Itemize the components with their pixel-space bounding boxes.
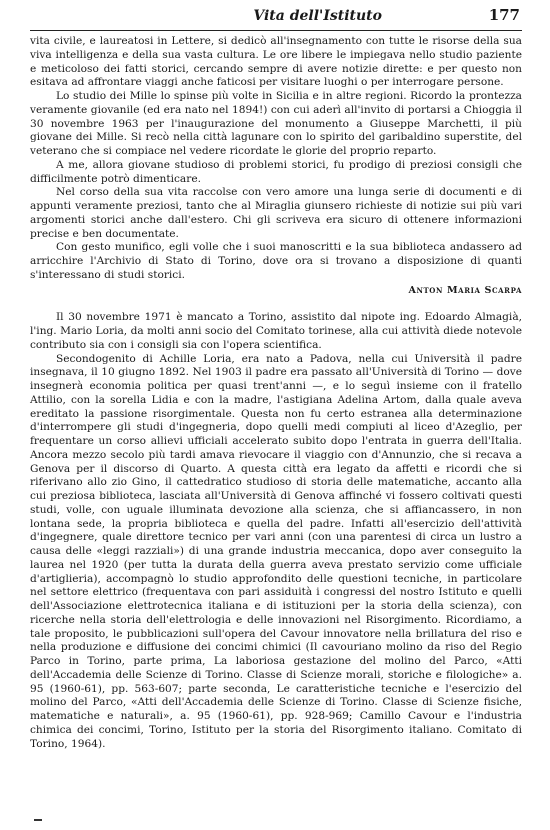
page-number: 177 [488,6,520,24]
paragraph: Nel corso della sua vita raccolse con vero amore una lunga serie di documenti e di appunti veramente preziosi, tanto che al Miraglia giunsero richieste di notizie sui più vari argomenti storici anche dall'estero. Chi gli scriveva era sicuro di ottenere informazioni precise e ben documentate. [30,186,522,240]
paragraph: Con gesto munifico, egli volle che i suoi manoscritti e la sua biblioteca andassero ad arricchire l'Archivio di Stato di Torino, dove ora si trovano a disposizione di quanti s'interessano di studi storici. [30,241,522,281]
running-title: Vita dell'Istituto [253,8,382,24]
document-page [30,8,522,823]
paragraph: Lo studio dei Mille lo spinse più volte in Sicilia e in altre regioni. Ricordo la prontezza veramente giovanile (ed era nato nel 1894!) con cui aderì all'invito di portarsi a Chioggia il 30 novembre 1963 per l'inaugurazione del monumento a Giuseppe Marchetti, il più giovane dei Mille. Si recò nella città lagunare con lo spirito del garibaldino superstite, del veterano che si compiace nel vedere ricordate le glorie del proprio reparto. [30,90,522,157]
running-header [30,8,522,31]
paragraph: A me, allora giovane studioso di problemi storici, fu prodigo di preziosi consigli che difficilmente potrò dimenticare. [30,158,522,185]
paragraph: Il 30 novembre 1971 è mancato a Torino, assistito dal nipote ing. Edoardo Almagià, l'ing. Mario Loria, da molti anni socio del Comitato torinese, alla cui attività diede notevole contributo sia con i consigli sia con l'opera scientifica. [30,311,522,351]
section-gap [30,297,522,311]
article-body [30,35,522,751]
paragraph: vita civile, e laureatosi in Lettere, si dedicò all'insegnamento con tutte le risorse della sua viva intelligenza e della sua vasta cultura. Le ore libere le impiegava nello studio paziente e meticoloso dei fatti storici, cercando sempre di avere notizie dirette: e per questo non esitava ad affrontare viaggi anche faticosi per visitare luoghi o per interrogare persone. [30,35,522,89]
footer-mark [34,819,42,821]
author-signature: Anton Maria Scarpa [408,284,522,296]
paragraph: Secondogenito di Achille Loria, era nato a Padova, nella cui Università il padre insegnava, il 10 giugno 1892. Nel 1903 il padre era passato all'Università di Torino — dove insegnerà economia politica per quasi trent'anni —, e lo seguì insieme con il fratello Attilio, con la sorella Lidia e con la madre, l'astigiana Adelina Artom, dalla quale aveva ereditato la passione risorgimentale. Questa non fu certo estranea alla determinazione d'interrompere gli studi d'ingegneria, dopo quelli medi compiuti al liceo d'Azeglio, per frequentare un corso allievi ufficiali accelerato subito dopo l'entrata in guerra dell'Italia. Ancora mezzo secolo più tardi amava rievocare il viaggio con d'Annunzio, che si recava a Genova per il discorso di Quarto. A questa città era legato da affetti e ricordi che si riferivano allo zio Gino, il cattedratico studioso di storia delle matematiche, accanto alla cui preziosa biblioteca, lasciata all'Università di Genova affinché vi fossero coltivati questi studi, volle, con uguale illuminata devozione alla scienza, che si affiancassero, in non lontana sede, la propria biblioteca e quella del padre. Infatti all'esercizio dell'attività d'ingegnere, quale direttore tecnico per vari anni (con una parentesi di circa un lustro a causa delle «leggi razziali») di una grande industria meccanica, dopo aver conseguito la laurea nel 1920 (per tutta la durata della guerra aveva prestato servizio come ufficiale d'artiglieria), accompagnò lo studio approfondito delle questioni tecniche, in particolare nel settore elettrico (frequentava con pari assiduità i congressi del nostro Istituto e quelli dell'Associazione elettrotecnica italiana e di istituzioni per la storia della scienza), con ricerche nella storia dell'elettrologia e delle innovazioni nel Risorgimento. Ricordiamo, a tale proposito, le pubblicazioni sull'opera del Cavour innovatore nella brillatura del riso e nella produzione e diffusione dei concimi chimici (Il cavouriano molino da riso del Regio Parco in Torino, parte prima, La laboriosa gestazione del molino del Parco, «Atti dell'Accademia delle Scienze di Torino. Classe di Scienze morali, storiche e filologiche» a. 95 (1960-61), pp. 563-607; parte seconda, Le caratteristiche tecniche e l'esercizio del molino del Parco, «Atti dell'Accademia delle Scienze di Torino. Classe di Scienze fisiche, matematiche e naturali», a. 95 (1960-61), pp. 928-969; Camillo Cavour e l'industria chimica dei concimi, Torino, Istituto per la storia del Risorgimento italiano. Comitato di Torino, 1964). [30,352,522,750]
